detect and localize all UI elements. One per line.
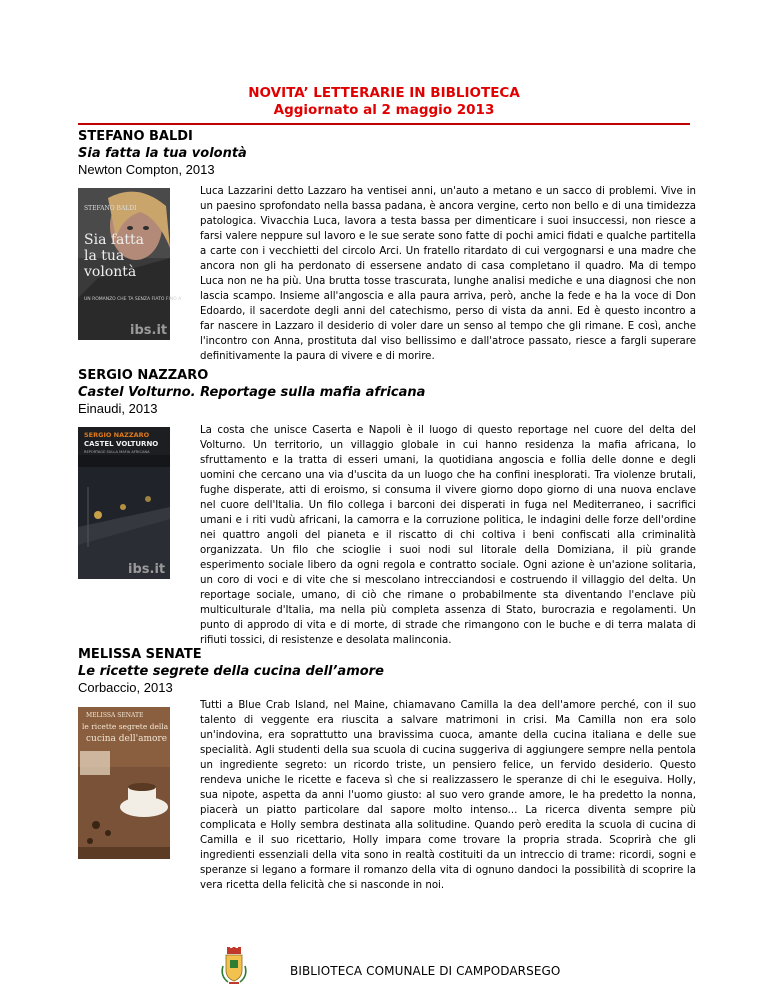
book-cover [78, 427, 170, 579]
cover-title-text: CASTEL VOLTURNO [84, 440, 159, 448]
ibs-watermark: ibs.it [128, 562, 166, 577]
cover-title-line-2: la tua [84, 248, 125, 264]
book-cover-image [78, 427, 170, 579]
book-author: MELISSA SENATE [78, 647, 202, 662]
book-title: Sia fatta la tua volontà [78, 146, 247, 161]
cover-title-line-1: Sia fatta [84, 232, 144, 248]
cover-title-line-1: le ricette segrete della [82, 722, 169, 731]
page-footer [0, 946, 768, 986]
ibs-watermark: ibs.it [130, 323, 168, 338]
cover-tagline: UN ROMANZO CHE TA SENZA FIATO FINO A [84, 297, 182, 302]
cover-title-line-2: cucina dell'amore [86, 734, 168, 744]
book-publisher: Newton Compton, 2013 [78, 162, 215, 177]
cover-author-text: MELISSA SENATE [86, 712, 144, 719]
book-cover-image [78, 707, 170, 859]
book-cover-image [78, 188, 182, 340]
book-publisher: Einaudi, 2013 [78, 401, 158, 416]
cover-author-text: STEFANO BALDI [84, 205, 137, 212]
book-entry-1 [78, 129, 698, 362]
book-description: La costa che unisce Caserta e Napoli è il luogo di questo reportage nel cuore del delta del Volturno. Un territorio, un villaggio globale in cui hanno residenza la mafia africana, lo sfruttamento e la tratta di esseri umani, la quotidiana angoscia e follia delle donne e degli uomini che cercano una via d'uscita da un luogo che ha confini inesplorati. Tra violenze brutali, fughe disperate, atti di eroismo, si consuma il vivere giorno dopo giorno di una nuova enclave nel cuore dell'Italia. Un filo collega i barconi dei disperati in fuga nel Mediterraneo, i sacrifici umani e i riti vudù africani, la camorra e la corruzione politica, le indagini delle forze dell'ordine nei quattro angoli del pianeta e il riscatto di chi coltiva i beni confiscati alla criminalità organizzata. Un filo che scioglie i suoi nodi sul litorale della Domiziana, il più grande esperimento sociale libero da ogni regola e contratto sociale. Ogni azione è un'azione solitaria, un coro di voci e di vite che si mescolano intrecciandosi e costruendo il villaggio del delta. Un reportage sociale, umano, di ciò che rimane o probabilmente sta diventando l'enclave più multiculturale d'Italia, ma nella più completa assenza di Stato, burocrazia e regolamenti. Un punto di approdo di vita e di morte, di strade che rimangono con le buche e di terra malata di rifiuti tossici, di resistenze e desolata malinconia. [200, 425, 696, 646]
book-author: SERGIO NAZZARO [78, 368, 209, 383]
book-author: STEFANO BALDI [78, 129, 193, 144]
cover-subtitle-text: REPORTAGE SULLA MAFIA AFRICANA [84, 450, 150, 454]
cover-title-line-3: volontà [84, 264, 137, 280]
book-publisher: Corbaccio, 2013 [78, 680, 173, 695]
book-description: Luca Lazzarini detto Lazzaro ha ventisei anni, un'auto a metano e un sacco di problemi. Vive in un paesino sprofondato nella bassa padana, è ancora vergine, certo non bello e di una timidezza patologica. Vivacchia Luca, lavora a testa bassa per dimenticare i suoi insuccessi, non riesce a farsi valere neppure sul lavoro e le sue serate sono fatte di pochi amici fidati e qualche partitella a carte con i vecchietti del circolo Arci. Un fratello ritardato di cui vergognarsi e una madre che ancora non gli ha perdonato di essersene andato di casa completano il quadro. Ma di tempo Luca non ne ha più. Una brutta tosse trascurata, lunghe analisi mediche e una diagnosi che non lascia scampo. Insieme all'angoscia e alla paura arriva, però, anche la fede e ha la voce di Don Edoardo, il sacerdote degli anni del catechismo, perso di vista da anni. Ed è questo incontro a far nascere in Lazzaro il desiderio di voler dare un senso al tempo che gli rimane. E così, anche l'incontro con Anna, prostituta dal viso bellissimo e dall'atroce passato, riesce a fargli superare definitivamente la paura di vivere e di morire. [200, 186, 696, 362]
municipal-crest-icon [220, 946, 248, 986]
page-header [0, 85, 768, 119]
cover-author-text: SERGIO NAZZARO [84, 431, 150, 439]
book-entry-3 [78, 647, 698, 891]
book-title: Castel Volturno. Reportage sulla mafia africana [78, 385, 426, 400]
page-title: NOVITA’ LETTERARIE IN BIBLIOTECA [248, 85, 520, 101]
book-entry-2 [78, 368, 698, 646]
header-divider [78, 123, 690, 125]
book-title: Le ricette segrete della cucina dell’amore [78, 664, 384, 679]
book-cover [78, 707, 170, 859]
book-cover [78, 188, 182, 340]
page-subtitle: Aggiornato al 2 maggio 2013 [273, 102, 495, 118]
book-description: Tutti a Blue Crab Island, nel Maine, chiamavano Camilla la dea dell'amore perché, con il suo talento di veggente era riuscita a salvare matrimoni in crisi. Ma Camilla non era solo un'indovina, era soprattutto una bravissima cuoca, amante della cucina italiana e delle sue specialità. Agli studenti della sua scuola di cucina suggeriva di aggiungere sempre nella pentola un ingrediente segreto: un ricordo triste, un pensiero felice, un fervido desiderio. Questo rendeva uniche le ricette e faceva sì che si realizzassero le speranze di chi le eseguiva. Holly, sua nipote, aspetta da anni l'uomo giusto: al suo vero grande amore, le ha predetto la nonna, piacerà un piatto particolare dal sapore molto intenso... La ricerca diventa sempre più complicata e Holly sembra destinata alla solitudine. Quando però eredita la scuola di cucina di Camilla e il suo ricettario, Holly impara come trovare la propria strada. Scoprirà che gli ingredienti essenziali della vita sono in realtà costituiti da un intreccio di trame: ricordi, sogni e speranze si legano a formare il romanzo della vita di ognuno dandoci la possibilità di scoprire la vera ricetta della felicità che si nasconde in noi. [200, 700, 696, 891]
footer-library-name: BIBLIOTECA COMUNALE DI CAMPODARSEGO [290, 964, 561, 978]
